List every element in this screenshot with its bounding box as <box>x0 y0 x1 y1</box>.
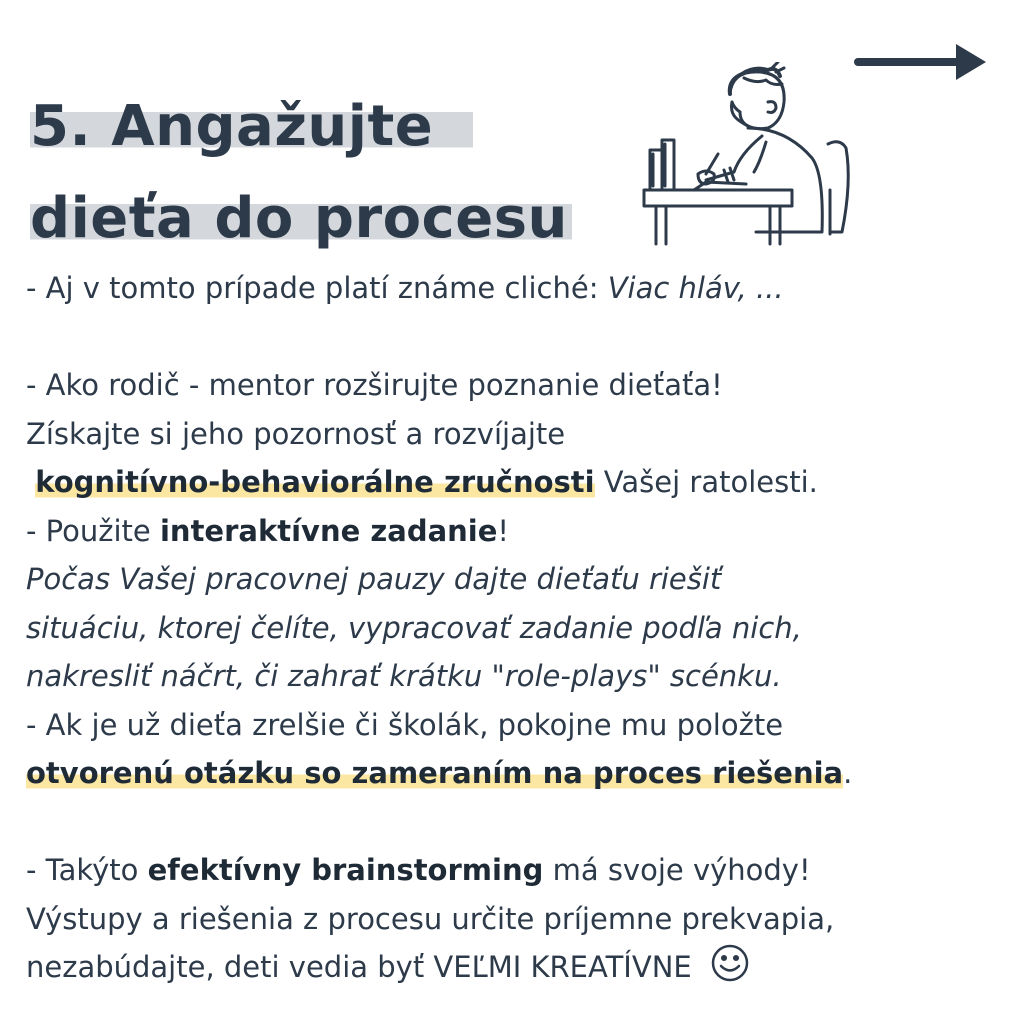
highlight: kognitívno-behaviorálne zručnosti <box>35 465 595 499</box>
page-title-line-1: 5. Angažujte <box>30 94 473 160</box>
paragraph: Počas Vašej pracovnej pauzy dajte dieťaťu riešiť <box>26 562 722 596</box>
paragraph: - Aj v tomto prípade platí známe cliché: Viac hláv, ... <box>26 271 784 305</box>
arrow-right-icon[interactable] <box>852 40 992 84</box>
paragraph: situáciu, ktorej čelíte, vypracovať zadanie podľa nich, <box>26 610 802 645</box>
paragraph: nezabúdajte, deti vedia byť VEĽMI KREATÍVNE <box>26 943 1006 992</box>
paragraph: otvorenú otázku so zameraním na proces riešenia. <box>26 756 853 790</box>
highlight: otvorenú otázku so zameraním na proces riešenia <box>26 756 844 790</box>
paragraph: Výstupy a riešenia z procesu určite príjemne prekvapia, <box>26 901 835 936</box>
paragraph: Získajte si jeho pozornosť a rozvíjajte <box>26 416 566 451</box>
paragraph: - Ako rodič - mentor rozširujte poznanie dieťaťa! <box>26 368 723 402</box>
article-body <box>26 264 1006 992</box>
paragraph: kognitívno-behaviorálne zručnosti Vašej ratolesti. <box>35 465 818 499</box>
child-studying-at-desk-icon <box>636 62 866 252</box>
paragraph: nakresliť náčrt, či zahrať krátku "role-plays" scénku. <box>26 659 782 693</box>
paragraph: - Takýto efektívny brainstorming má svoje výhody! <box>26 853 811 887</box>
smiley-face-icon <box>710 943 750 983</box>
paragraph: - Použite interaktívne zadanie! <box>26 513 510 548</box>
page-title-line-2: dieťa do procesu <box>30 186 572 252</box>
paragraph: - Ak je už dieťa zrelšie či školák, pokojne mu položte <box>26 707 784 742</box>
